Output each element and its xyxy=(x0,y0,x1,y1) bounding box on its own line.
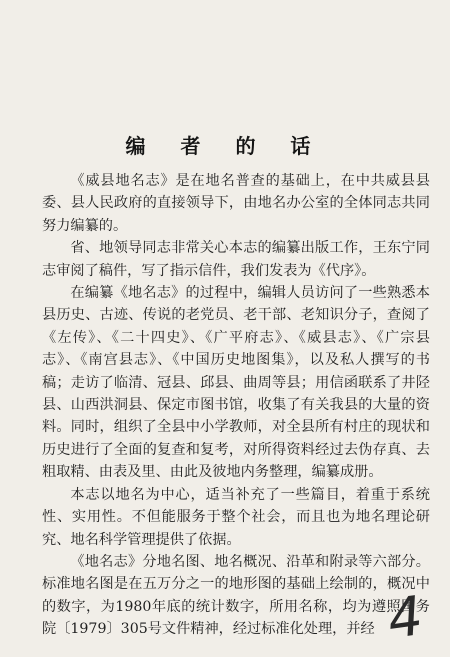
paragraph: 《威县地名志》是在地名普查的基础上，在中共威县县委、县人民政府的直接领导下，由地名办公室的全体同志共同努力编纂的。 xyxy=(42,173,430,234)
paragraph: 在编纂《地名志》的过程中，编辑人员访问了一些熟悉本县历史、古迹、传说的老党员、老干部、老知识分子，查阅了《左传》、《二十四史》、《广平府志》、《威县志》、《广宗县志》、《南宫县志》、《中国历史地图集》，以及私人撰写的书稿；走访了临清、冠县、邱县、曲周等县；用信函联系了井陉县、山西洪洞县、保定市图书馆，收集了有关我县的大量的资料。同时，组织了全县中小学教师，对全县所有村庄的现状和历史进行了全面的复查和复考，对所得资料经过去伪存真、去粗取精、由表及里、由此及彼地内务整理，编纂成册。 xyxy=(42,285,430,481)
body-text xyxy=(42,170,430,641)
page-number: 4 xyxy=(383,583,427,652)
paragraph: 省、地领导同志非常关心本志的编纂出版工作，王东宁同志审阅了稿件，写了指示信件，我们发表为《代序》。 xyxy=(42,240,430,279)
paragraph: 《地名志》分地名图、地名概况、沿革和附录等六部分。标准地名图是在五万分之一的地形图的基础上绘制的，概况中的数字，为1980年底的统计数字，所用名称，均为遵照国务院〔1979〕305号文件精神，经过标准化处理，并经 xyxy=(42,553,430,638)
paragraph: 本志以地名为中心，适当补充了一些篇目，着重于系统性、实用性。不但能服务于整个社会，而且也为地名理论研究、地名科学管理提供了依据。 xyxy=(42,486,430,548)
page-title: 编 者 的 话 xyxy=(125,134,325,158)
